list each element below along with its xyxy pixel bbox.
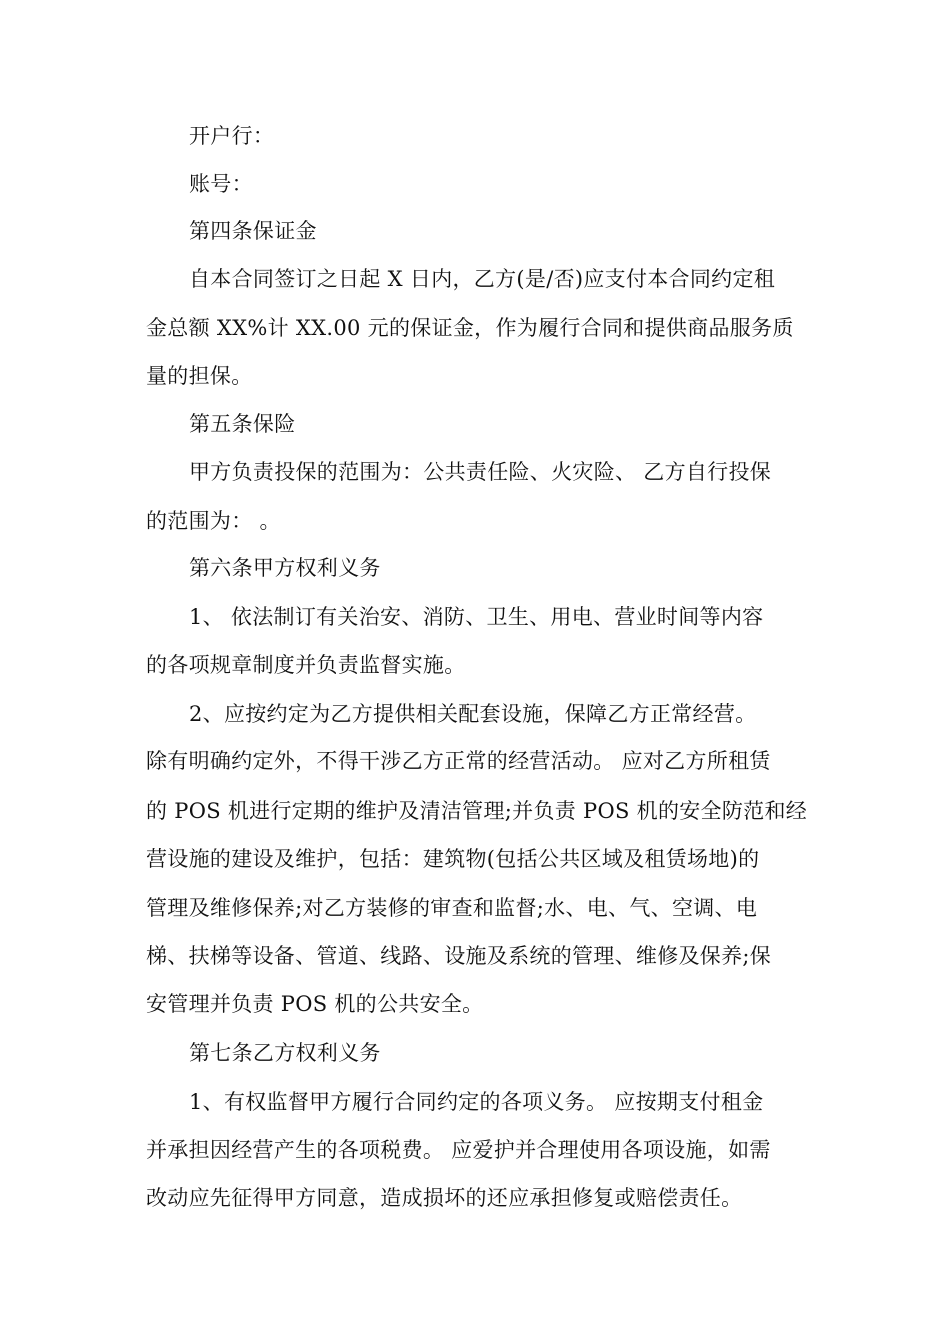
paragraph-line: 营设施的建设及维护，包括：建筑物(包括公共区域及租赁场地)的 xyxy=(146,847,760,871)
account-label: 账号： xyxy=(189,172,253,196)
paragraph-line: 1、有权监督甲方履行合同约定的各项义务。 应按期支付租金 xyxy=(189,1090,764,1114)
bank-label: 开户行： xyxy=(189,124,275,148)
paragraph-line: 改动应先征得甲方同意，造成损坏的还应承担修复或赔偿责任。 xyxy=(146,1186,743,1210)
paragraph-line: 的各项规章制度并负责监督实施。 xyxy=(146,653,466,677)
paragraph-line: 甲方负责投保的范围为：公共责任险、火灾险、 乙方自行投保 xyxy=(189,460,772,484)
article-7-heading: 第七条乙方权利义务 xyxy=(189,1041,381,1065)
paragraph-line: 量的担保。 xyxy=(146,364,253,388)
paragraph-line: 并承担因经营产生的各项税费。 应爱护并合理使用各项设施，如需 xyxy=(146,1138,771,1162)
article-4-heading: 第四条保证金 xyxy=(189,219,317,243)
paragraph-line: 除有明确约定外，不得干涉乙方正常的经营活动。 应对乙方所租赁 xyxy=(146,749,771,773)
paragraph-line: 1、 依法制订有关治安、消防、卫生、用电、营业时间等内容 xyxy=(189,605,764,629)
paragraph-line: 的范围为： 。 xyxy=(146,509,281,533)
paragraph-line: 自本合同签订之日起 X 日内，乙方(是/否)应支付本合同约定租 xyxy=(189,267,776,291)
article-5-heading: 第五条保险 xyxy=(189,412,296,436)
paragraph-line: 管理及维修保养;对乙方装修的审查和监督;水、电、气、空调、电 xyxy=(146,896,758,920)
paragraph-line: 安管理并负责 POS 机的公共安全。 xyxy=(146,992,484,1016)
paragraph-line: 2、应按约定为乙方提供相关配套设施，保障乙方正常经营。 xyxy=(189,702,757,726)
paragraph-line: 梯、扶梯等设备、管道、线路、设施及系统的管理、维修及保养;保 xyxy=(146,944,772,968)
article-6-heading: 第六条甲方权利义务 xyxy=(189,556,381,580)
paragraph-line: 的 POS 机进行定期的维护及清洁管理;并负责 POS 机的安全防范和经 xyxy=(146,799,808,823)
paragraph-line: 金总额 XX%计 XX.00 元的保证金，作为履行合同和提供商品服务质 xyxy=(146,316,794,340)
